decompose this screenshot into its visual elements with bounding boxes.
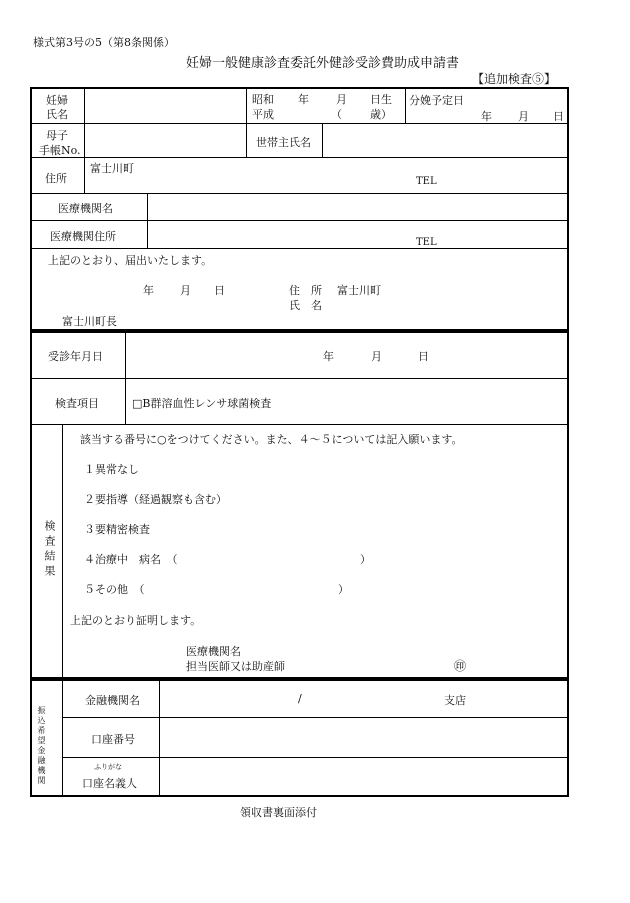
- result-option-5-close: ）: [338, 583, 349, 596]
- age-open-paren: （: [331, 108, 342, 121]
- birth-year-unit: 年: [298, 93, 309, 106]
- results-instruction: 該当する番号に○をつけてください。また、４～５については記入願います。: [80, 433, 463, 446]
- applicant-name-label: 氏 名: [289, 299, 322, 312]
- address-value: 富士川町: [90, 162, 134, 175]
- household-head-field[interactable]: [324, 125, 567, 155]
- birth-month-unit: 月: [336, 93, 347, 106]
- bank-side-label: 振込希望金融機関: [37, 706, 46, 786]
- furigana-label: ふりがな: [94, 763, 122, 771]
- handbook-label-1: 母子: [46, 129, 68, 142]
- declaration-month-unit: 月: [180, 284, 191, 297]
- account-number-label: 口座番号: [91, 733, 135, 746]
- era-heisei: 平成: [252, 108, 274, 121]
- exam-item-gbs-checkbox[interactable]: □B群溶血性レンサ球菌検査: [132, 397, 272, 410]
- pregnant-name-field[interactable]: [86, 89, 244, 121]
- birth-day-unit: 日生: [370, 93, 392, 106]
- pregnant-name-label-1: 妊婦: [46, 94, 68, 107]
- doctor-midwife-label: 担当医師又は助産師: [186, 660, 285, 673]
- certification-text: 上記のとおり証明します。: [70, 614, 202, 627]
- institution-name-label: 医療機関名: [58, 202, 113, 215]
- seal-mark: ㊞: [454, 659, 467, 673]
- exam-month-unit: 月: [371, 350, 382, 363]
- account-holder-field[interactable]: [161, 759, 567, 795]
- institution-tel-label: TEL: [416, 237, 437, 248]
- additional-exam-badge: 【追加検査⑤】: [472, 72, 557, 86]
- result-option-4[interactable]: ４治療中 病名 （: [84, 553, 178, 566]
- result-option-4-close: ）: [360, 553, 371, 566]
- due-month-unit: 月: [518, 110, 529, 123]
- account-holder-label: 口座名義人: [82, 777, 137, 790]
- exam-item-label: 検査項目: [55, 397, 99, 410]
- exam-year-unit: 年: [323, 350, 334, 363]
- results-label: 検査結果: [43, 520, 56, 580]
- result-option-5[interactable]: ５その他 （: [84, 583, 145, 596]
- result-option-3[interactable]: ３要精密検査: [84, 523, 150, 536]
- handbook-number-field[interactable]: [86, 125, 244, 155]
- era-showa: 昭和: [252, 93, 274, 106]
- declaration-day-unit: 日: [214, 284, 225, 297]
- form-number: 様式第3号の5（第8条関係）: [33, 36, 175, 49]
- declaration-text: 上記のとおり、届出いたします。: [48, 254, 213, 267]
- mayor-addressee: 富士川町長: [62, 315, 117, 328]
- handbook-label-2: 手帳No.: [39, 144, 81, 157]
- exam-date-label: 受診年月日: [48, 350, 103, 363]
- age-unit: 歳）: [370, 108, 392, 121]
- result-option-1[interactable]: １異常なし: [84, 463, 139, 476]
- declaration-year-unit: 年: [143, 284, 154, 297]
- applicant-address-value: 富士川町: [337, 284, 381, 297]
- pregnant-name-label-2: 氏名: [46, 108, 68, 121]
- applicant-address-label: 住 所: [289, 284, 322, 297]
- household-head-label: 世帯主氏名: [256, 136, 311, 149]
- account-number-field[interactable]: [161, 719, 567, 755]
- address-label: 住所: [45, 172, 67, 185]
- bank-name-label: 金融機関名: [85, 694, 140, 707]
- due-year-unit: 年: [481, 110, 492, 123]
- certifying-institution-label: 医療機関名: [186, 645, 241, 658]
- bank-branch-separator: /: [298, 692, 302, 705]
- result-option-2[interactable]: ２要指導（経過観察も含む）: [84, 493, 227, 506]
- branch-label: 支店: [444, 694, 466, 707]
- due-day-unit: 日: [553, 110, 564, 123]
- form-title: 妊婦一般健康診査委託外健診受診費助成申請書: [186, 56, 460, 71]
- institution-name-field[interactable]: [149, 195, 567, 218]
- due-date-label: 分娩予定日: [409, 94, 464, 107]
- address-tel-label: TEL: [416, 176, 437, 187]
- receipt-attachment-note: 領収書裏面添付: [240, 806, 317, 819]
- institution-address-label: 医療機関住所: [50, 230, 116, 243]
- exam-day-unit: 日: [418, 350, 429, 363]
